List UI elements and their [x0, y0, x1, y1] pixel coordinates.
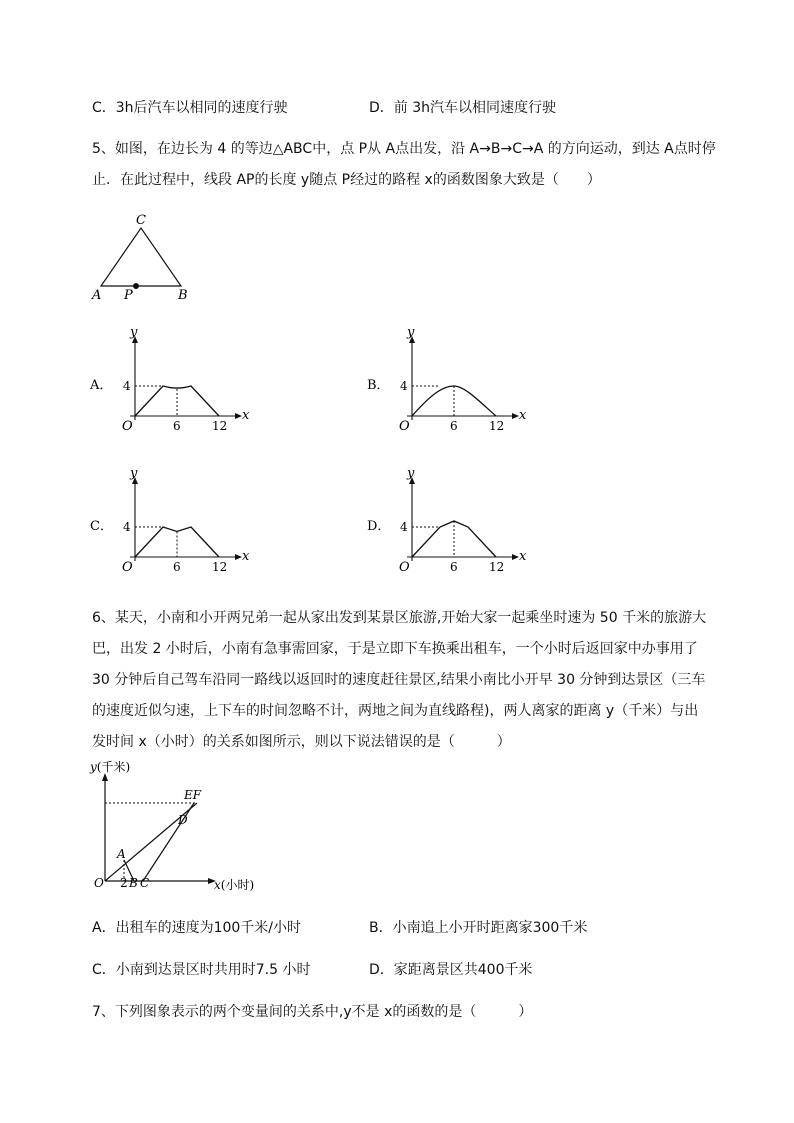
q5-stem-line-1: 5、如图，在边长为 4 的等边△ABC中，点 P从 A点出发，沿 A→B→C→A 的方向运动，到达 A点时停 [92, 141, 716, 157]
q5-graph-d [367, 463, 537, 578]
q6-y-unit: (千米) [96, 760, 131, 774]
y-axis-label: y [130, 325, 138, 340]
y-tick-4: 4 [400, 520, 408, 534]
x-tick-12: 12 [489, 560, 505, 574]
y-tick-4: 4 [123, 379, 131, 393]
q6-stem-line-1: 6、某天，小南和小开两兄弟一起从家出发到某景区旅游,开始大家一起乘坐时速为 50 千米的旅游大 [92, 610, 707, 626]
vertex-a-label: A [92, 288, 102, 303]
vertex-b-label: B [178, 288, 188, 303]
x-axis-label: x [242, 549, 250, 564]
option-label: B． [367, 378, 390, 393]
q6-a-label: A [117, 847, 126, 861]
x-axis-arrow [512, 413, 519, 419]
x-axis-label: x [519, 549, 527, 564]
q6-graph [88, 757, 278, 897]
q6-tick-2-label: 2 [120, 876, 128, 890]
origin-label: O [399, 560, 410, 575]
q6-c-label: C [140, 876, 150, 890]
option-label: C． [90, 519, 113, 534]
q6-stem [92, 603, 706, 758]
q6-b-label: B [129, 876, 138, 890]
q6-stem-line-5: 发时间 x（小时）的关系如图所示，则以下说法错误的是（ ） [92, 734, 511, 750]
q5-stem [92, 134, 716, 196]
q6-ef-label: EF [184, 788, 202, 802]
q6-stem-line-2: 巴，出发 2 小时后，小南有急事需回家，于是立即下车换乘出租车，一个小时后返回家中办事用了 [92, 641, 698, 657]
q5-triangle-figure [88, 210, 198, 305]
y-tick-4: 4 [123, 520, 131, 534]
q6-option-d: D．家距离景区共400千米 [369, 962, 533, 978]
origin-label: O [122, 419, 133, 434]
q6-stem-line-3: 30 分钟后自己驾车沿同一路线以返回时的速度赶往景区,结果小南比小开早 30 分钟到达景区（三车 [92, 672, 706, 688]
q5-stem-line-2: 止．在此过程中，线段 AP的长度 y随点 P经过的路程 x的函数图象大致是（ ） [92, 172, 601, 188]
y-axis-label: y [130, 466, 138, 481]
vertex-c-label: C [136, 213, 146, 228]
y-axis-label: y [407, 325, 415, 340]
q4-option-d: D．前 3h汽车以相同速度行驶 [369, 100, 557, 116]
x-axis-arrow [235, 554, 242, 560]
q6-stem-line-4: 的速度近似匀速，上下车的时间忽略不计，两地之间为直线路程)，两人离家的距离 y（千米）与出 [92, 703, 699, 719]
x-tick-12: 12 [212, 560, 228, 574]
q5-graph-c [90, 463, 260, 578]
point-p-dot [133, 283, 139, 289]
x-tick-6: 6 [450, 419, 458, 433]
x-axis-label: x [242, 408, 250, 423]
q6-d-label: D [178, 813, 188, 827]
option-label: A． [90, 378, 113, 393]
x-tick-6: 6 [173, 560, 181, 574]
x-axis-arrow [512, 554, 519, 560]
q7-stem: 7、下列图象表示的两个变量间的关系中,y不是 x的函数的是（ ） [92, 1004, 533, 1020]
q6-y-label: y(千米) [90, 760, 131, 774]
q6-option-b: B．小南追上小开时距离家300千米 [369, 920, 588, 936]
y-axis-label: y [407, 466, 415, 481]
option-label: D． [367, 519, 391, 534]
q6-option-a: A．出租车的速度为100千米/小时 [92, 920, 302, 936]
x-axis-label: x [519, 408, 527, 423]
y-tick-4: 4 [400, 379, 408, 393]
q6-x-label: x(小时) [214, 878, 255, 892]
origin-label: O [122, 560, 133, 575]
x-tick-6: 6 [450, 560, 458, 574]
origin-label: O [399, 419, 410, 434]
q6-x-unit: (小时) [220, 878, 255, 892]
x-tick-12: 12 [212, 419, 228, 433]
q6-y-arrow [102, 773, 108, 781]
q5-graph-b [367, 322, 537, 437]
q5-graph-a [90, 322, 260, 437]
triangle-abc [101, 228, 181, 286]
q4-option-c: C．3h后汽车以相同的速度行驶 [92, 100, 288, 116]
q6-option-c: C．小南到达景区时共用时7.5 小时 [92, 962, 311, 978]
point-p-label: P [124, 288, 133, 303]
q6-origin-label: O [94, 876, 104, 890]
x-tick-6: 6 [173, 419, 181, 433]
x-axis-arrow [235, 413, 242, 419]
x-tick-12: 12 [489, 419, 505, 433]
